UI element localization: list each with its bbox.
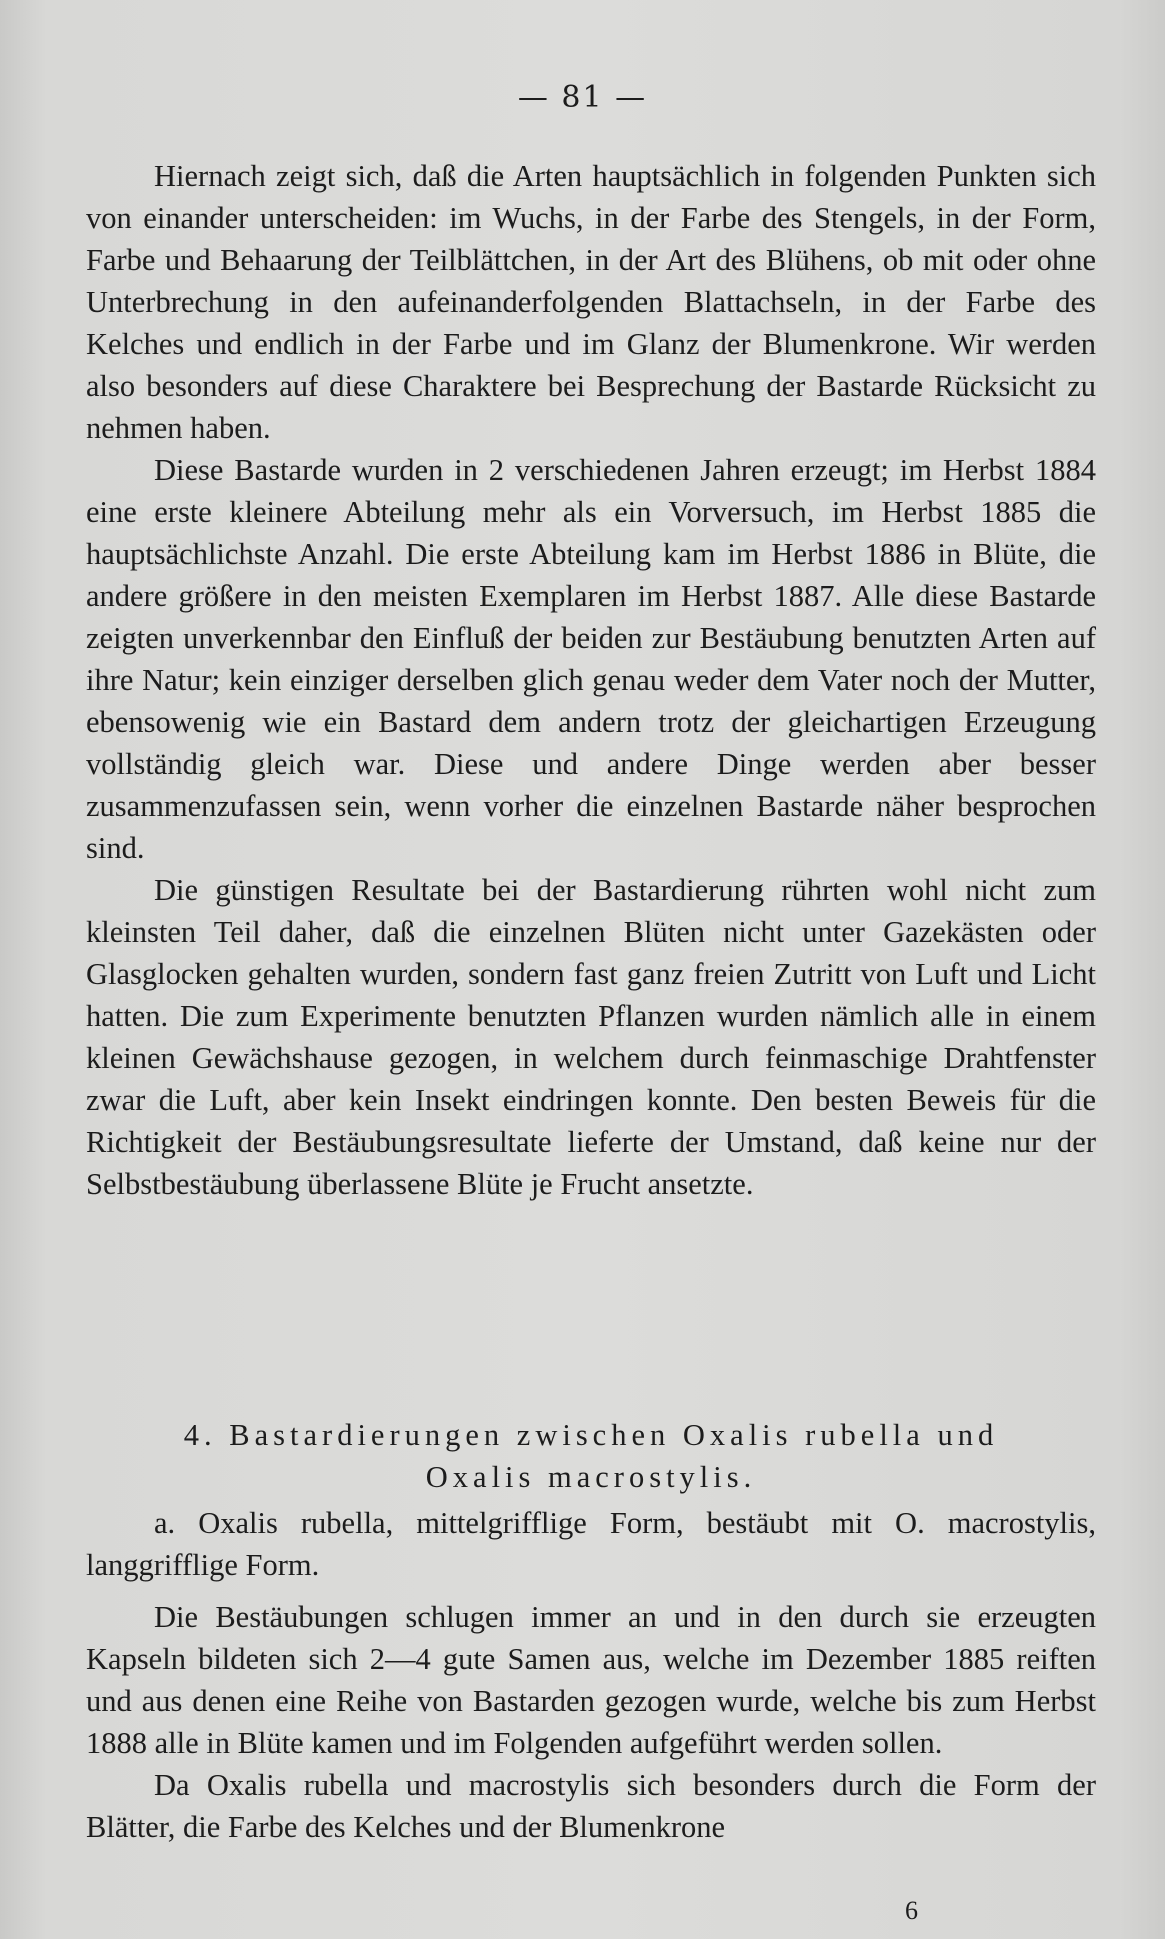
- printer-signature-mark: 6: [905, 1896, 918, 1925]
- body-text-bottom: [86, 1596, 1096, 1848]
- subsection-heading: a. Oxalis rubella, mittelgrifflige Form, bestäubt mit O. macrostylis, langgrifflige Form.: [86, 1506, 1096, 1582]
- paragraph: Die Bestäubungen schlugen immer an und in den durch sie erzeugten Kapseln bildeten sich 2—4 gute Samen aus, welche im Dezember 1885 reiften und aus denen eine Reihe von Bastarden gezogen wurde, welche bis zum Herbst 1888 alle in Blüte kamen und im Folgenden aufgeführt werden sollen.: [86, 1600, 1096, 1760]
- paragraph: Hiernach zeigt sich, daß die Arten hauptsächlich in folgenden Punkten sich von einander unterscheiden: im Wuchs, in der Farbe des Stengels, in der Form, Farbe und Behaarung der Teilblättchen, in der Art des Blühens, ob mit oder ohne Unterbrechung in den aufeinanderfolgenden Blattachseln, in der Farbe des Kelches und endlich in der Farbe und im Glanz der Blumenkrone. Wir werden also besonders auf diese Charaktere bei Besprechung der Bastarde Rücksicht zu nehmen haben.: [86, 159, 1096, 445]
- body-text-top: [86, 155, 1096, 1205]
- section-heading-line: Oxalis macrostylis.: [425, 1460, 757, 1494]
- paragraph: Die günstigen Resultate bei der Bastardierung rührten wohl nicht zum kleinsten Teil daher, daß die einzelnen Blüten nicht unter Gazekästen oder Glasglocken gehalten wurden, sondern fast ganz freien Zutritt von Luft und Licht hatten. Die zum Experimente benutzten Pflanzen wurden nämlich alle in einem kleinen Gewächshause gezogen, in welchem durch feinmaschige Drahtfenster zwar die Luft, aber kein Insekt eindringen konnte. Den besten Beweis für die Richtigkeit der Bestäubungsresultate lieferte der Umstand, daß keine nur der Selbstbestäubung überlassene Blüte je Frucht ansetzte.: [86, 873, 1096, 1201]
- section-heading-line: 4. Bastardierungen zwischen Oxalis rubella und: [183, 1418, 999, 1452]
- paragraph: Da Oxalis rubella und macrostylis sich besonders durch die Form der Blätter, die Farbe des Kelches und der Blumenkrone: [86, 1768, 1096, 1844]
- subsection-heading-block: [86, 1502, 1096, 1586]
- paragraph: Diese Bastarde wurden in 2 verschiedenen Jahren erzeugt; im Herbst 1884 eine erste kleinere Abteilung mehr als ein Vorversuch, im Herbst 1885 die hauptsächlichste Anzahl. Die erste Abteilung kam im Herbst 1886 in Blüte, die andere größere in den meisten Exemplaren im Herbst 1887. Alle diese Bastarde zeigten unverkennbar den Einfluß der beiden zur Bestäubung benutzten Arten auf ihre Natur; kein einziger derselben glich genau weder dem Vater noch der Mutter, ebensowenig wie ein Bastard dem andern trotz der gleichartigen Erzeugung vollständig gleich war. Diese und andere Dinge werden aber besser zusammenzufassen sein, wenn vorher die einzelnen Bastarde näher besprochen sind.: [86, 453, 1096, 865]
- section-heading: [86, 1414, 1096, 1498]
- page-number: — 81 —: [517, 80, 648, 115]
